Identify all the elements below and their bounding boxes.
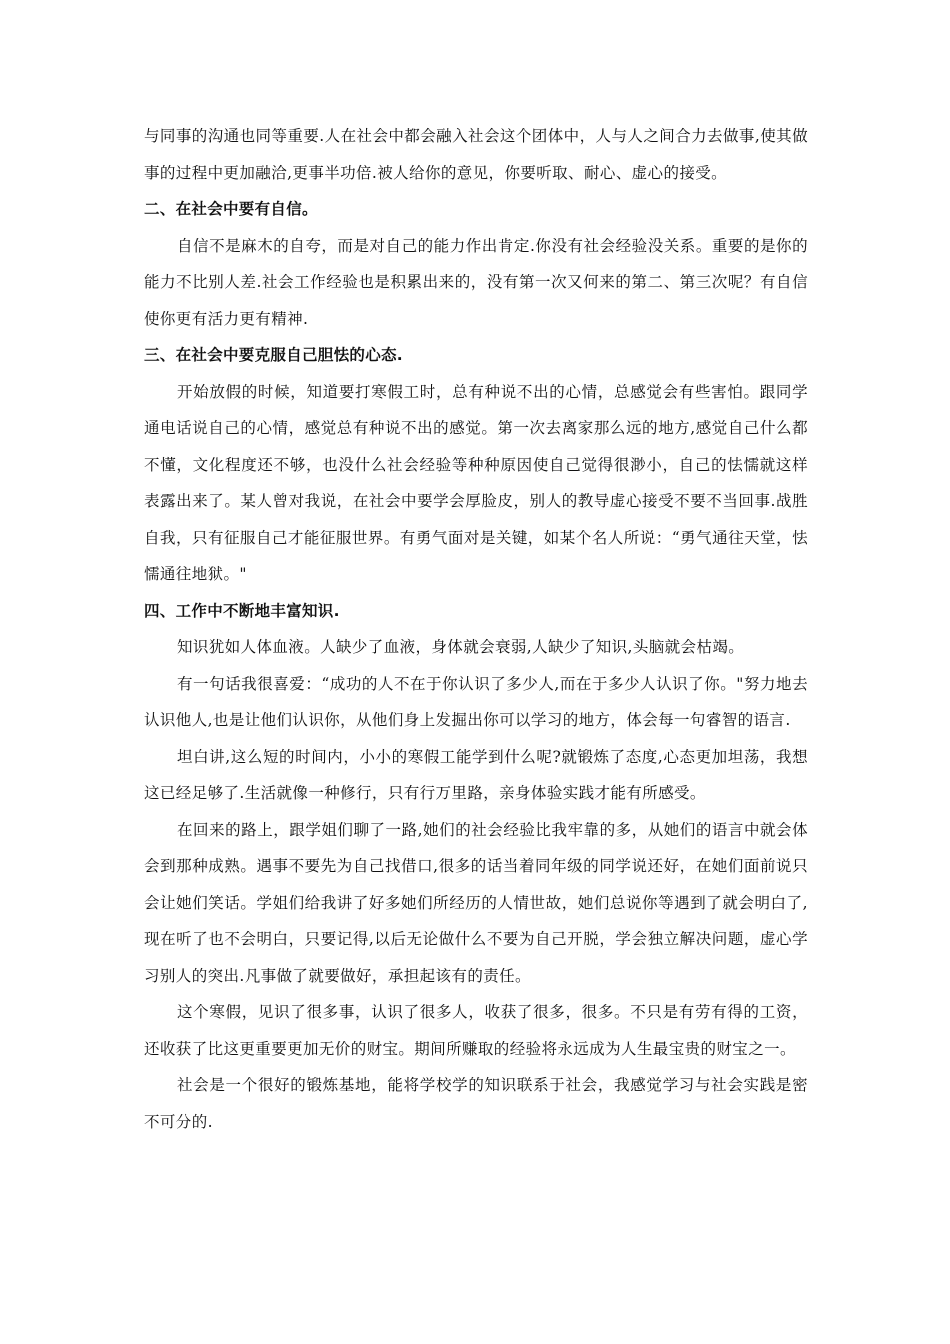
paragraph-communication: 与同事的沟通也同等重要.人在社会中都会融入社会这个团体中，人与人之间合力去做事,使其做事的过程中更加融洽,更事半功倍.被人给你的意见，你要听取、耐心、虚心的接受。 bbox=[144, 127, 808, 182]
paragraph-overcome-timidity: 开始放假的时候，知道要打寒假工时，总有种说不出的心情，总感觉会有些害怕。跟同学通电话说自己的心情，感觉总有种说不出的感觉。第一次去离家那么远的地方,感觉自己什么都不懂，文化程度还不够，也没什么社会经验等种种原因使自己觉得很渺小，自己的怯懦就这样表露出来了。某人曾对我说，在社会中要学会厚脸皮，别人的教导虚心接受不要不当回事.战胜自我，只有征服自己才能征服世界。有勇气面对是关键，如某个名人所说：“勇气通往天堂，怯懦通往地狱。" bbox=[144, 382, 808, 583]
section-heading-confidence: 二、在社会中要有自信。 bbox=[144, 200, 318, 218]
document-page bbox=[144, 118, 808, 1140]
paragraph-knowledge-blood: 知识犹如人体血液。人缺少了血液，身体就会衰弱,人缺少了知识,头脑就会枯竭。 bbox=[177, 638, 745, 656]
section-heading-overcome-timidity: 三、在社会中要克服自己胆怯的心态. bbox=[144, 346, 403, 364]
paragraph-short-time: 坦白讲,这么短的时间内，小小的寒假工能学到什么呢?就锻炼了态度,心态更加坦荡，我想这已经足够了.生活就像一种修行，只有行万里路，亲身体验实践才能有所感受。 bbox=[144, 747, 808, 802]
paragraph-winter-gains: 这个寒假，见识了很多事，认识了很多人，收获了很多，很多。不只是有劳有得的工资，还收获了比这更重要更加无价的财宝。期间所赚取的经验将永远成为人生最宝贵的财宝之一。 bbox=[144, 1003, 808, 1058]
paragraph-conclusion: 社会是一个很好的锻炼基地，能将学校学的知识联系于社会，我感觉学习与社会实践是密不可分的. bbox=[144, 1076, 808, 1131]
section-heading-knowledge: 四、工作中不断地丰富知识. bbox=[144, 601, 340, 620]
paragraph-way-back: 在回来的路上，跟学姐们聊了一路,她们的社会经验比我牢靠的多，从她们的语言中就会体会到那种成熟。遇事不要先为自己找借口,很多的话当着同年级的同学说还好，在她们面前说只会让她们笑话。学姐们给我讲了好多她们所经历的人情世故，她们总说你等遇到了就会明白了,现在听了也不会明白，只要记得,以后无论做什么不要为自己开脱，学会独立解决问题，虚心学习别人的突出.凡事做了就要做好，承担起该有的责任。 bbox=[144, 820, 808, 985]
paragraph-confidence: 自信不是麻木的自夸，而是对自己的能力作出肯定.你没有社会经验没关系。重要的是你的能力不比别人差.社会工作经验也是积累出来的，没有第一次又何来的第二、第三次呢？有自信使你更有活力更有精神. bbox=[144, 236, 808, 328]
paragraph-favorite-quote: 有一句话我很喜爱：“成功的人不在于你认识了多少人,而在于多少人认识了你。"努力地去认识他人,也是让他们认识你，从他们身上发掘出你可以学习的地方，体会每一句睿智的语言. bbox=[144, 674, 808, 729]
